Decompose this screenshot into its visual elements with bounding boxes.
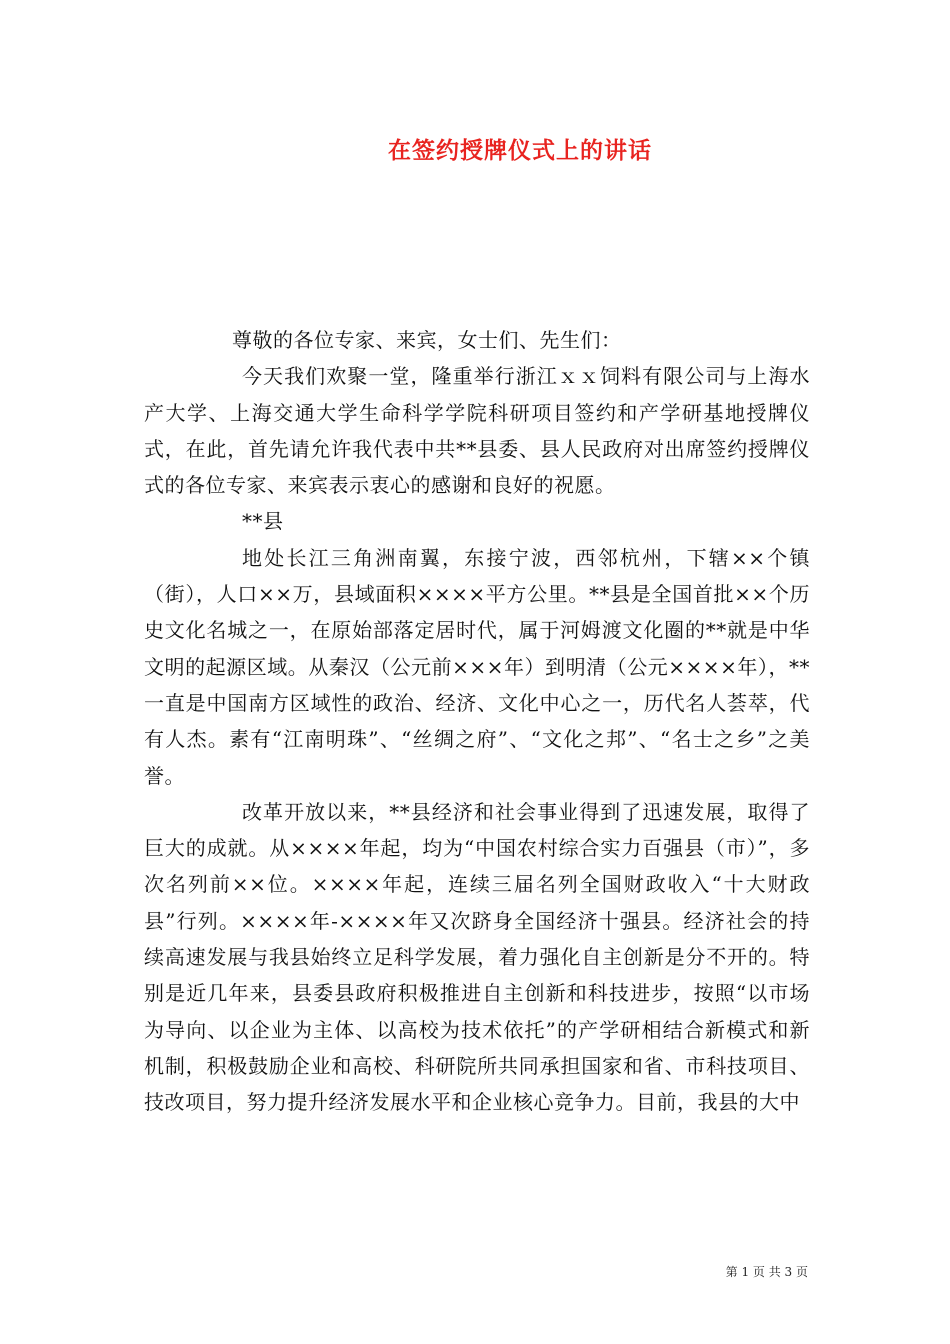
- document-title: 在签约授牌仪式上的讲话: [388, 137, 652, 164]
- paragraph-county-intro: 地处长江三角洲南翼，东接宁波，西邻杭州，下辖××个镇（街），人口××万，县域面积××××平方公里。**县是全国首批××个历史文化名城之一，在原始部落定居时代，属于河姆渡文化圈的**就是中华文明的起源区域。从秦汉（公元前×××年）到明清（公元××××年），**一直是中国南方区域性的政治、经济、文化中心之一，历代名人荟萃，代有人杰。素有“江南明珠”、“丝绸之府”、“文化之邦”、“名士之乡”之美誉。: [144, 545, 810, 788]
- page-number-footer: 第 1 页 共 3 页: [725, 1265, 808, 1279]
- paragraph-development: 改革开放以来，**县经济和社会事业得到了迅速发展，取得了巨大的成就。从××××年起，均为“中国农村综合实力百强县（市）”，多次名列前××位。××××年起，连续三届名列全国财政收入“十大财政县”行列。××××年-××××年又次跻身全国经济十强县。经济社会的持续高速发展与我县始终立足科学发展，着力强化自主创新是分不开的。特别是近几年来，县委县政府积极推进自主创新和科技进步，按照“以市场为导向、以企业为主体、以高校为技术依托”的产学研相结合新模式和新机制，积极鼓励企业和高校、科研院所共同承担国家和省、市科技项目、技改项目，努力提升经济发展水平和企业核心竞争力。目前，我县的大中: [144, 799, 810, 1115]
- document-body: [144, 322, 810, 1121]
- paragraph-county-heading: **县: [242, 509, 284, 534]
- greeting-line: 尊敬的各位专家、来宾，女士们、先生们：: [232, 328, 622, 352]
- paragraph-opening: 今天我们欢聚一堂，隆重举行浙江ｘｘ饲料有限公司与上海水产大学、上海交通大学生命科学学院科研项目签约和产学研基地授牌仪式，在此，首先请允许我代表中共**县委、县人民政府对出席签约授牌仪式的各位专家、来宾表示衷心的感谢和良好的祝愿。: [144, 364, 810, 498]
